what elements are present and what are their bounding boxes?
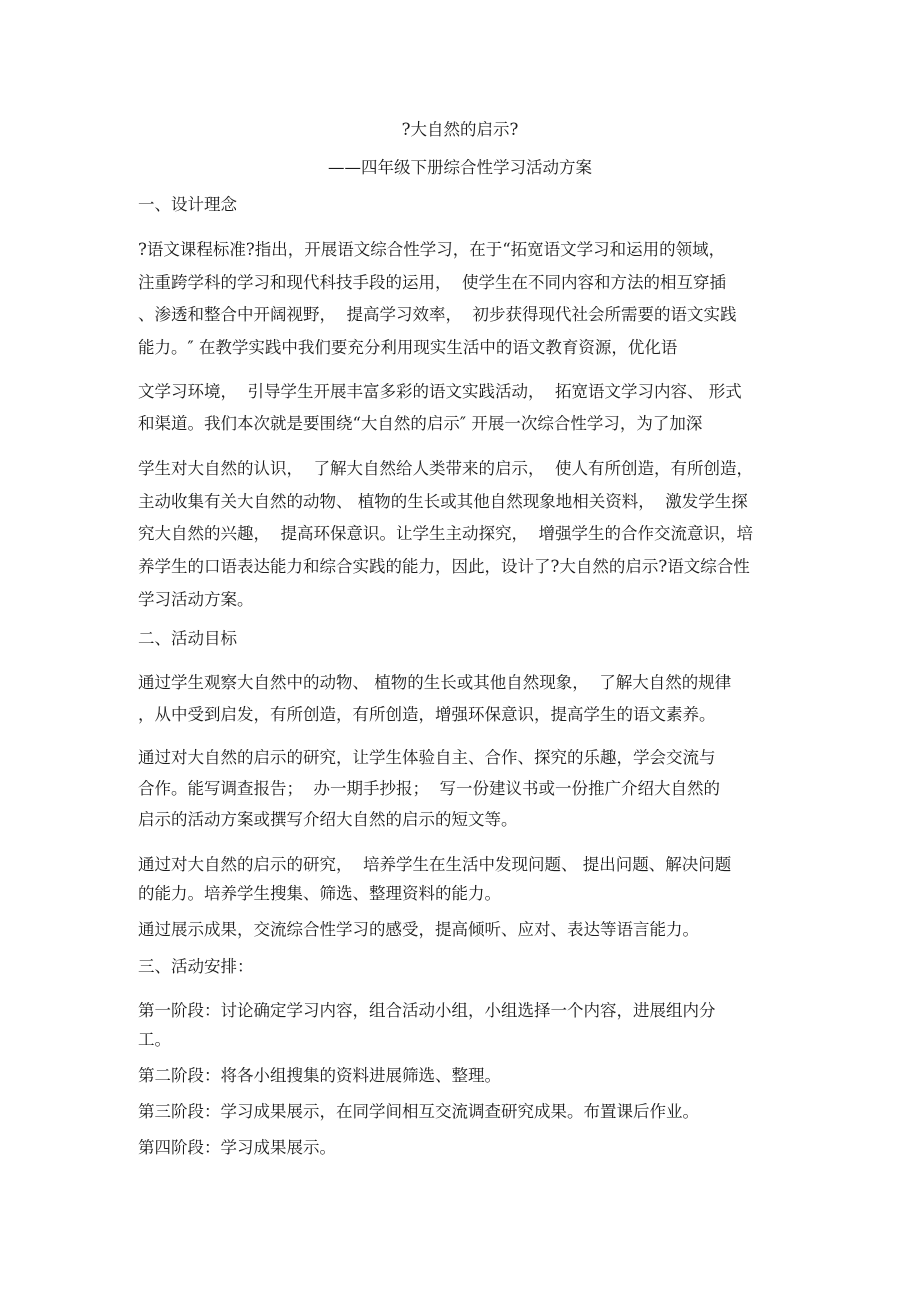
paragraph-line: 通过对大自然的启示的研究， 培养学生在生活中发现问题、 提出问题、解决问题 (138, 855, 732, 874)
schedule-line: 第三阶段：学习成果展示，在同学间相互交流调查研究成果。布置课后作业。 (138, 1102, 699, 1121)
paragraph-line: 的能力。培养学生搜集、筛选、整理资料的能力。 (138, 884, 501, 903)
schedule-line: 第一阶段：讨论确定学习内容，组合活动小组，小组选择一个内容，进展组内分 (138, 1001, 716, 1020)
paragraph-line: 注重跨学科的学习和现代科技手段的运用， 使学生在不同内容和方法的相互穿插 (138, 273, 726, 292)
paragraph-line: 通过学生观察大自然中的动物、 植物的生长或其他自然现象， 了解大自然的规律 (138, 673, 732, 692)
paragraph-line: 学习活动方案。 (138, 590, 254, 609)
paragraph-line: 和渠道。我们本次就是要围绕“大自然的启示″ 开展一次综合性学习，为了加深 (138, 414, 703, 433)
schedule-line: 第二阶段：将各小组搜集的资料进展筛选、整理。 (138, 1066, 501, 1085)
section-heading-activity-schedule: 三、活动安排： (138, 957, 254, 976)
document-subtitle: ——四年级下册综合性学习活动方案 (328, 158, 592, 177)
paragraph-line: 究大自然的兴趣， 提高环保意识。让学生主动探究， 增强学生的合作交流意识，培 (138, 524, 753, 543)
paragraph-line: 主动收集有关大自然的动物、 植物的生长或其他自然现象地相关资料， 激发学生探 (138, 492, 748, 511)
paragraph-line: 通过对大自然的启示的研究，让学生体验自主、合作、探究的乐趣，学会交流与 (138, 748, 716, 767)
paragraph-line: 合作。能写调查报告； 办一期手抄报； 写一份建议书或一份推广介绍大自然的 (138, 779, 720, 798)
paragraph-line: 文学习环境， 引导学生开展丰富多彩的语文实践活动， 拓宽语文学习内容、 形式 (138, 382, 742, 401)
section-heading-design-concept: 一、设计理念 (138, 195, 237, 214)
paragraph-line: ?语文课程标准?指出，开展语文综合性学习，在于“拓宽语文学习和运用的领域， (138, 240, 726, 259)
paragraph-line: 养学生的口语表达能力和综合实践的能力，因此，设计了?大自然的启示?语文综合性 (138, 557, 750, 576)
schedule-line: 第四阶段：学习成果展示。 (138, 1138, 336, 1157)
paragraph-line: 学生对大自然的认识， 了解大自然给人类带来的启示， 使人有所创造，有所创造， (138, 459, 753, 478)
document-title: ?大自然的启示? (401, 120, 519, 139)
paragraph-line: 、渗透和整合中开阔视野， 提高学习效率， 初步获得现代社会所需要的语文实践 (138, 305, 737, 324)
paragraph-line: 能力。″ 在教学实践中我们要充分利用现实生活中的语文教育资源，优化语 (138, 338, 678, 357)
paragraph-line: 启示的活动方案或撰写介绍大自然的启示的短文等。 (138, 810, 518, 829)
schedule-line: 工。 (138, 1030, 171, 1049)
paragraph-line: 通过展示成果，交流综合性学习的感受，提高倾听、应对、表达等语言能力。 (138, 920, 699, 939)
paragraph-line: ，从中受到启发，有所创造，有所创造，增强环保意识，提高学生的语文素养。 (138, 705, 716, 724)
section-heading-activity-goals: 二、活动目标 (138, 629, 237, 648)
